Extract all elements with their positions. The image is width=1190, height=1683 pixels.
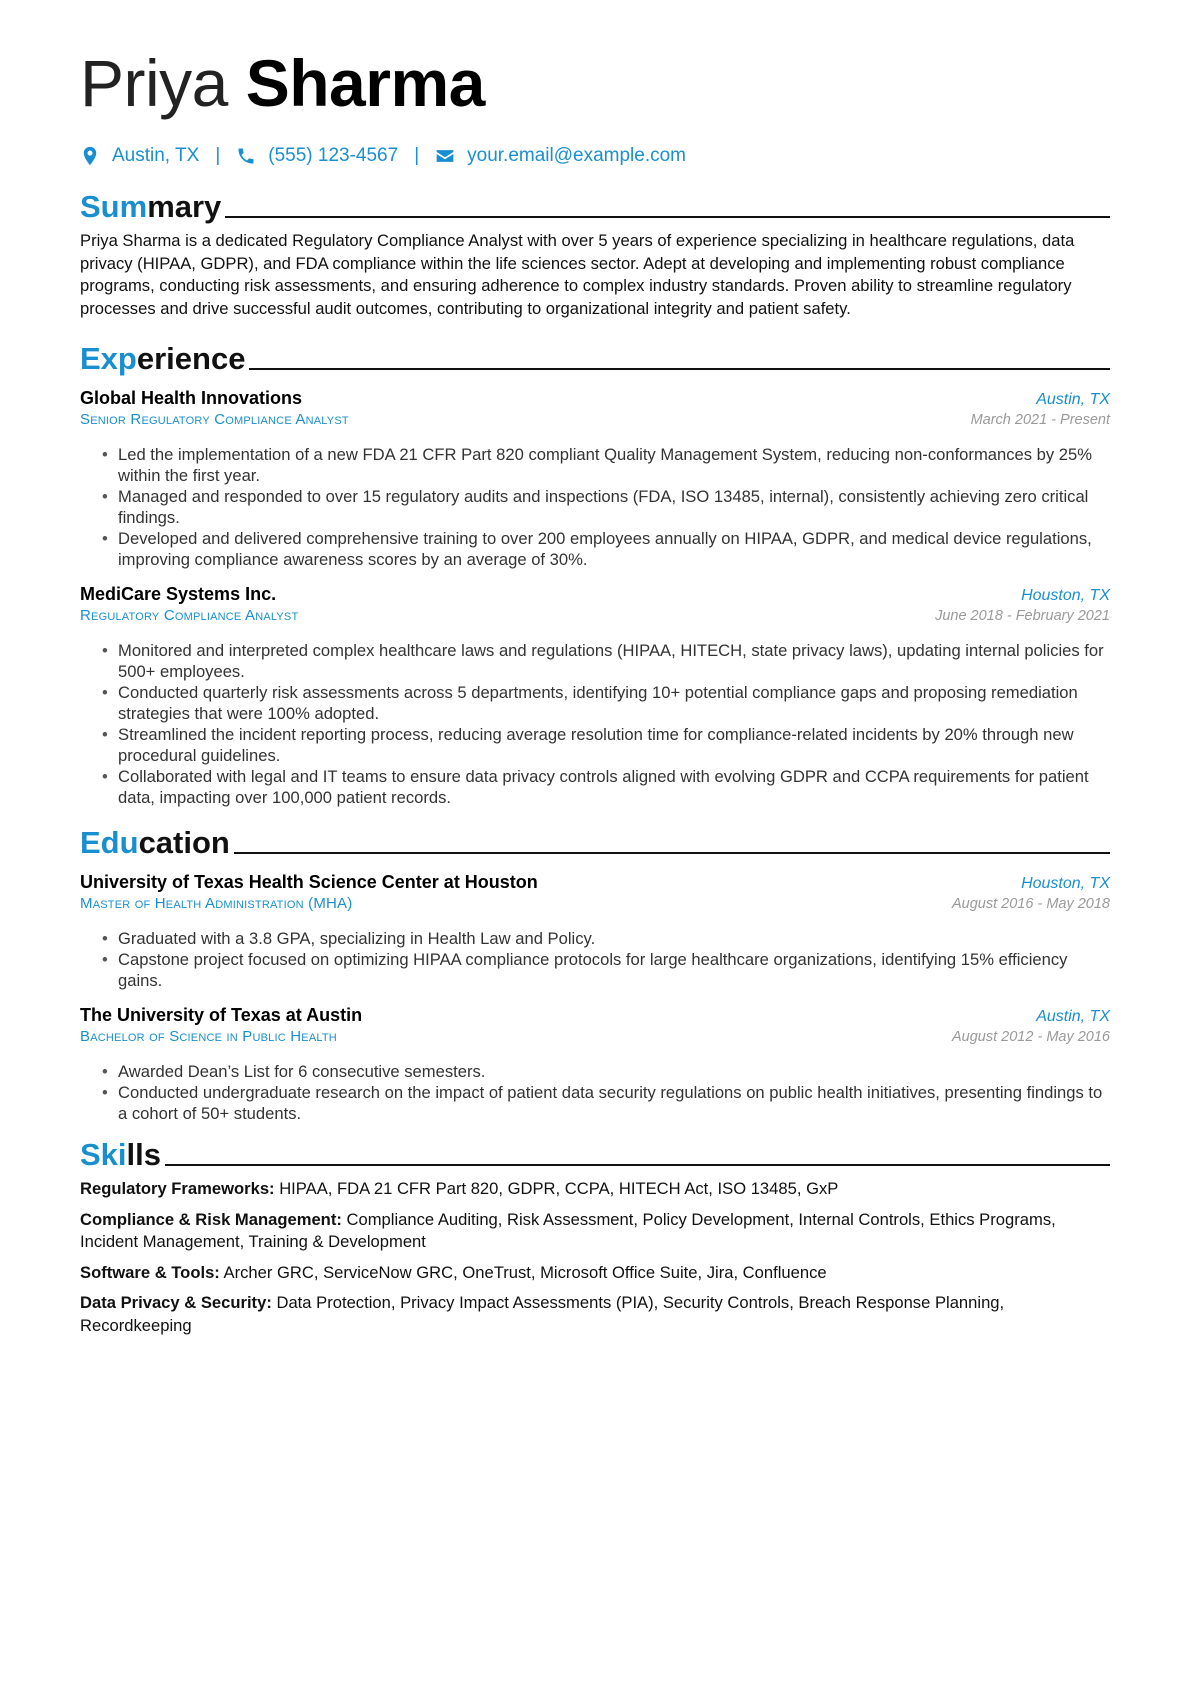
candidate-name xyxy=(80,46,1110,120)
skill-label: Data Privacy & Security: xyxy=(80,1293,272,1312)
skill-value: Data Protection, Privacy Impact Assessments (PIA), Security Controls, Breach Response Planning, Recordkeeping xyxy=(80,1293,1005,1335)
entry-location: Austin, TX xyxy=(1036,1008,1110,1025)
heading-rest: cation xyxy=(138,825,230,860)
first-name: Priya xyxy=(80,46,228,120)
bullet-item: • Awarded Dean’s List for 6 consecutive semesters. xyxy=(118,1061,1110,1082)
section-rule xyxy=(165,1164,1110,1166)
skill-group xyxy=(80,1209,1110,1254)
section-rule xyxy=(234,852,1110,854)
section-rule xyxy=(225,216,1110,218)
skill-label: Software & Tools: xyxy=(80,1262,220,1282)
skill-group xyxy=(80,1262,1110,1285)
bullet-list xyxy=(80,444,1110,570)
skill-value: HIPAA, FDA 21 CFR Part 820, GDPR, CCPA, HITECH Act, ISO 13485, GxP xyxy=(279,1179,839,1198)
entry-dates: August 2012 - May 2016 xyxy=(952,1029,1110,1045)
section-rule xyxy=(249,368,1110,370)
school-name: University of Texas Health Science Center at Houston xyxy=(80,872,538,892)
bullet-item: • Led the implementation of a new FDA 21 CFR Part 820 compliant Quality Management System, reducing non-conformances by 25% within the first year. xyxy=(118,444,1110,486)
entry-location: Houston, TX xyxy=(1021,587,1110,604)
heading-accent: Sum xyxy=(80,189,148,224)
skills-heading xyxy=(80,1132,1110,1170)
heading-rest: lls xyxy=(126,1137,161,1172)
experience-entry xyxy=(80,388,1110,570)
skill-label: Compliance & Risk Management: xyxy=(80,1209,342,1229)
experience-entry xyxy=(80,584,1110,808)
bullet-item: • Conducted undergraduate research on the impact of patient data security regulations on public health initiatives, presenting findings to a cohort of 50+ students. xyxy=(118,1082,1110,1124)
last-name: Sharma xyxy=(245,46,485,120)
contact-phone[interactable] xyxy=(236,145,398,167)
entry-dates: August 2016 - May 2018 xyxy=(952,896,1110,912)
entry-dates: June 2018 - February 2021 xyxy=(935,608,1110,624)
skill-value: Archer GRC, ServiceNow GRC, OneTrust, Microsoft Office Suite, Jira, Confluence xyxy=(223,1262,827,1282)
skill-group xyxy=(80,1292,1110,1337)
bullet-list xyxy=(80,640,1110,808)
experience-heading xyxy=(80,336,1110,374)
location-text: Austin, TX xyxy=(112,145,200,166)
degree-title: Bachelor of Science in Public Health xyxy=(80,1028,337,1045)
contact-email[interactable] xyxy=(435,145,686,167)
bullet-item: • Conducted quarterly risk assessments across 5 departments, identifying 10+ potential compliance gaps and proposing remediation strategies that were 100% adopted. xyxy=(118,682,1110,724)
skill-label: Regulatory Frameworks: xyxy=(80,1179,275,1198)
heading-accent: Exp xyxy=(80,341,137,376)
bullet-item: • Developed and delivered comprehensive training to over 200 employees annually on HIPAA, GDPR, and medical device regulations, improving compliance awareness scores by an average of 30%. xyxy=(118,528,1110,570)
heading-accent: Edu xyxy=(80,825,139,860)
summary-text: Priya Sharma is a dedicated Regulatory Compliance Analyst with over 5 years of experience specializing in healthcare regulations, data privacy (HIPAA, GDPR), and FDA compliance within the life sciences sector. Adept at developing and implementing robust compliance programs, conducting risk assessments, and ensuring adherence to complex industry standards. Proven ability to streamline regulatory processes and drive successful audit outcomes, contributing to organizational integrity and patient safety. xyxy=(80,231,1075,318)
employer-name: Global Health Innovations xyxy=(80,388,303,408)
bullet-item: • Streamlined the incident reporting process, reducing average resolution time for compliance-related incidents by 20% through new procedural guidelines. xyxy=(118,724,1110,766)
education-entry xyxy=(80,872,1110,991)
skill-group xyxy=(80,1178,1110,1201)
heading-rest: erience xyxy=(136,341,246,376)
summary-heading xyxy=(80,184,1110,222)
heading-accent: Ski xyxy=(80,1137,127,1172)
degree-title: Master of Health Administration (MHA) xyxy=(80,895,353,912)
job-title: Regulatory Compliance Analyst xyxy=(80,607,299,624)
bullet-list xyxy=(80,1061,1110,1124)
bullet-item: • Graduated with a 3.8 GPA, specializing in Health Law and Policy. xyxy=(118,928,1110,949)
bullet-item: • Collaborated with legal and IT teams to ensure data privacy controls aligned with evolving GDPR and CCPA requirements for patient data, impacting over 100,000 patient records. xyxy=(118,766,1110,808)
entry-location: Houston, TX xyxy=(1021,875,1110,892)
entry-dates: March 2021 - Present xyxy=(970,412,1110,428)
contact-separator: | xyxy=(215,145,221,166)
envelope-icon xyxy=(435,146,455,166)
job-title: Senior Regulatory Compliance Analyst xyxy=(80,411,349,428)
entry-location: Austin, TX xyxy=(1036,391,1110,408)
phone-text: (555) 123-4567 xyxy=(268,145,399,166)
contact-line xyxy=(80,142,1110,170)
bullet-item: • Managed and responded to over 15 regulatory audits and inspections (FDA, ISO 13485, internal), consistently achieving zero critical findings. xyxy=(118,486,1110,528)
contact-separator: | xyxy=(414,145,420,166)
education-entry xyxy=(80,1005,1110,1124)
bullet-item: • Capstone project focused on optimizing HIPAA compliance protocols for large healthcare organizations, identifying 15% efficiency gains. xyxy=(118,949,1110,991)
phone-icon xyxy=(236,146,256,166)
bullet-list xyxy=(80,928,1110,991)
bullet-item: • Monitored and interpreted complex healthcare laws and regulations (HIPAA, HITECH, state privacy laws), updating internal policies for 500+ employees. xyxy=(118,640,1110,682)
heading-rest: mary xyxy=(147,189,222,224)
email-text: your.email@example.com xyxy=(467,145,686,166)
skill-value: Compliance Auditing, Risk Assessment, Policy Development, Internal Controls, Ethics Programs, Incident Management, Training & Development xyxy=(80,1209,1056,1251)
employer-name: MediCare Systems Inc. xyxy=(80,584,277,604)
map-pin-icon xyxy=(80,146,100,166)
education-heading xyxy=(80,820,1110,858)
contact-location xyxy=(80,145,199,167)
school-name: The University of Texas at Austin xyxy=(80,1005,363,1025)
